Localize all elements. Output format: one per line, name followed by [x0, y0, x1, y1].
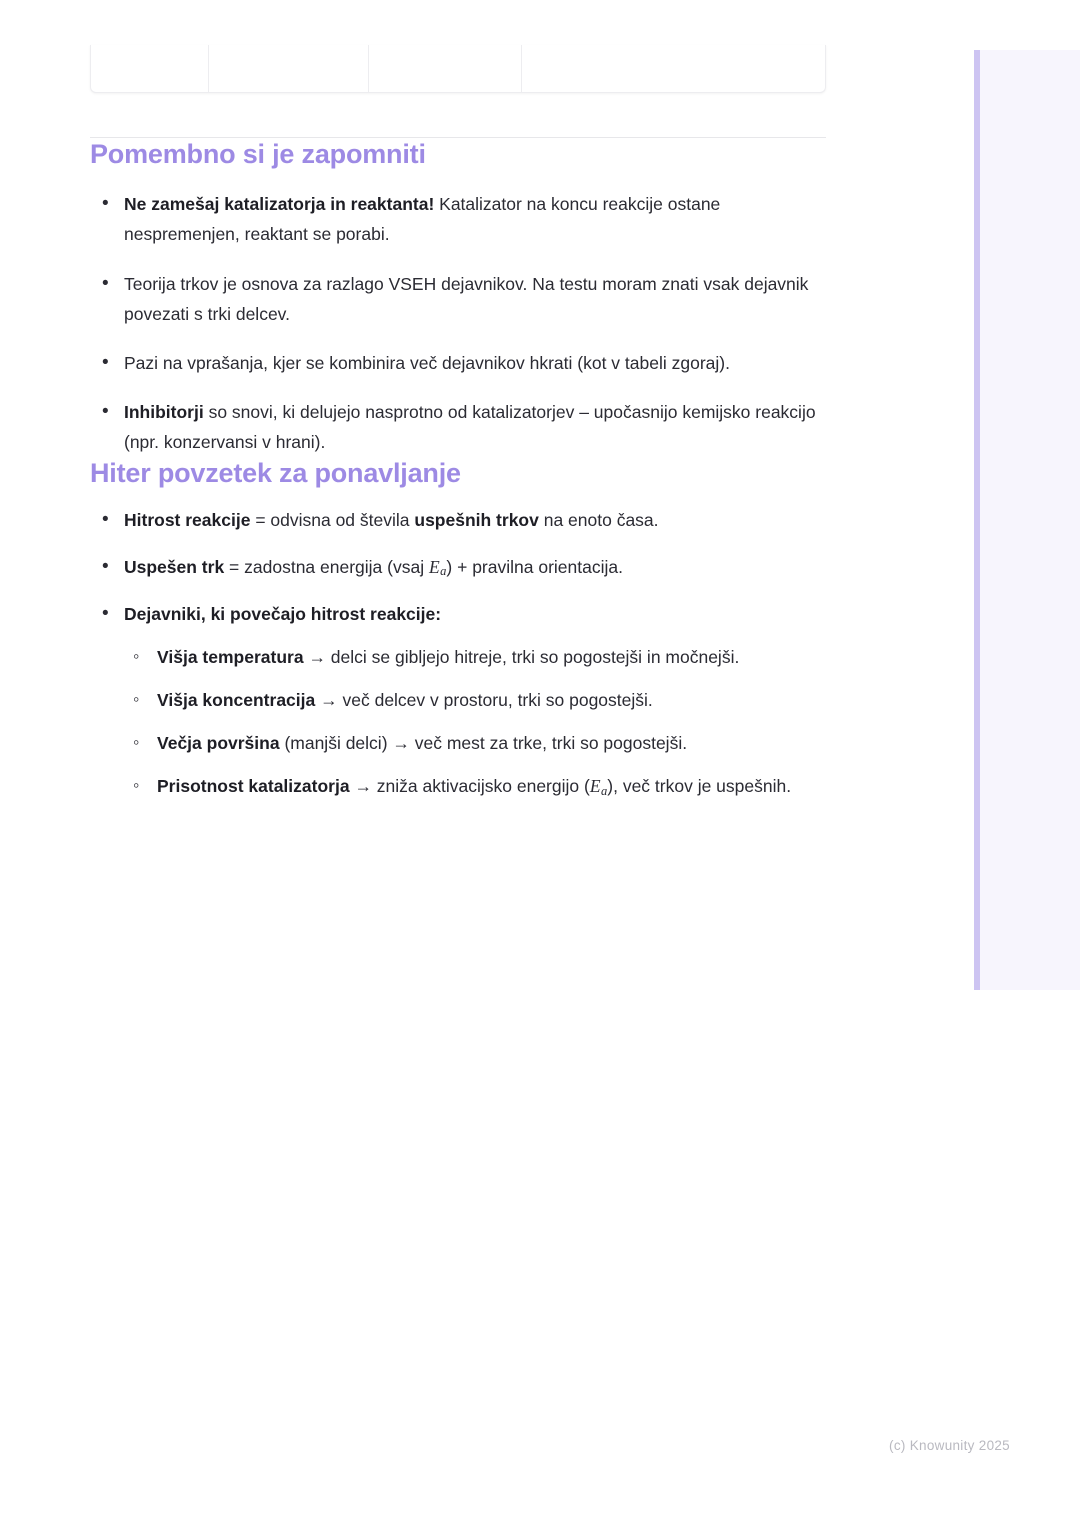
list-item-lead: Inhibitorji	[124, 401, 204, 422]
section-heading-povzetek: Hiter povzetek za ponavljanje	[90, 458, 461, 489]
sublist-dejavniki	[124, 642, 826, 803]
math-activation-energy	[429, 557, 446, 577]
sublist-item	[124, 771, 826, 802]
list-item-lead-secondary: uspešnih trkov	[414, 510, 539, 531]
sublist-item-lead: Prisotnost katalizatorja	[157, 776, 350, 797]
list-pomembno	[90, 189, 826, 457]
list-item	[90, 552, 826, 583]
list-item-text: ) + pravilna orientacija.	[446, 556, 623, 577]
arrow-right-icon: →	[308, 646, 326, 667]
list-item-text: so snovi, ki delujejo nasprotno od katalizatorjev – upočasnijo kemijsko reakcijo (npr. konzervansi v hrani).	[124, 401, 816, 452]
sublist-item-note: (manjši delci)	[279, 733, 393, 754]
list-item-text: na enoto časa.	[538, 510, 659, 531]
list-povzetek	[90, 505, 826, 802]
list-item-text: Katalizator na koncu reakcije ostane nespremenjen, reaktant se porabi.	[124, 194, 721, 245]
math-activation-energy	[590, 776, 607, 796]
sublist-item-lead: Večja površina	[157, 733, 280, 754]
table-cell	[522, 45, 825, 92]
math-symbol: E	[428, 556, 440, 577]
list-item-lead: Dejavniki, ki povečajo hitrost reakcije:	[124, 603, 442, 624]
list-item-text: Teorija trkov je osnova za razlago VSEH dejavnikov. Na testu moram znati vsak dejavnik povezati s trki delcev.	[124, 273, 809, 324]
list-item	[90, 269, 826, 329]
list-item-text: = odvisna od števila	[250, 510, 415, 531]
sublist-item	[124, 728, 826, 758]
arrow-right-icon: →	[320, 689, 338, 710]
math-subscript: a	[440, 564, 447, 579]
sublist-item-text: več delcev v prostoru, trki so pogostejši.	[337, 689, 653, 710]
table-cell	[369, 45, 522, 92]
sublist-item-lead: Višja temperatura	[157, 646, 304, 667]
list-item-lead: Ne zamešaj katalizatorja in reaktanta!	[124, 194, 435, 215]
sublist-item-text: delci se gibljejo hitreje, trki so pogostejši in močnejši.	[325, 646, 740, 667]
math-subscript: a	[601, 783, 608, 798]
list-item-text: = zadostna energija (vsaj	[224, 556, 429, 577]
section-heading-pomembno: Pomembno si je zapomniti	[90, 139, 426, 169]
footer-copyright: (c) Knowunity 2025	[889, 1438, 1010, 1453]
table-continuation-stub	[90, 45, 826, 93]
arrow-right-icon: →	[392, 733, 410, 754]
arrow-right-icon: →	[354, 776, 372, 797]
list-item-lead: Uspešen trk	[124, 556, 225, 577]
list-item	[90, 505, 826, 535]
sublist-item-text: zniža aktivacijsko energijo (	[371, 776, 590, 797]
sublist-item-text: več mest za trke, trki so pogostejši.	[409, 733, 688, 754]
sublist-item-text: ), več trkov je uspešnih.	[607, 776, 792, 797]
document-content	[90, 0, 826, 802]
list-item	[90, 189, 826, 249]
math-symbol: E	[589, 776, 601, 797]
list-item-lead: Hitrost reakcije	[124, 510, 251, 531]
list-item	[90, 348, 826, 378]
sublist-item	[124, 642, 826, 672]
sublist-item-lead: Višja koncentracija	[157, 689, 316, 710]
list-item-text: Pazi na vprašanja, kjer se kombinira več dejavnikov hkrati (kot v tabeli zgoraj).	[124, 352, 730, 373]
list-item	[90, 397, 826, 457]
list-item	[90, 599, 826, 803]
table-cell	[91, 45, 209, 92]
side-callout-panel	[974, 50, 1080, 990]
sublist-item	[124, 685, 826, 715]
table-cell	[209, 45, 369, 92]
